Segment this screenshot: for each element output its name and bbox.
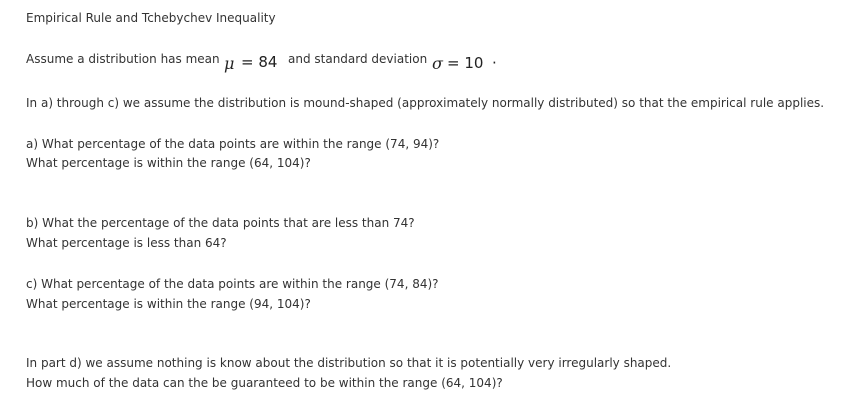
part-b-question-1: b) What the percentage of the data points that are less than 74? (26, 216, 415, 230)
part-c-question-2: What percentage is within the range (94, 104)? (26, 297, 311, 311)
part-d-question-1: How much of the data can the be guaranteed to be within the range (64, 104)? (26, 376, 503, 390)
mu-symbol: μ (224, 54, 235, 73)
assumption-middle: and standard deviation (288, 52, 428, 66)
part-a-question-1: a) What percentage of the data points are within the range (74, 94)? (26, 137, 440, 151)
sigma-symbol: σ (432, 54, 443, 73)
part-b-question-2: What percentage is less than 64? (26, 236, 227, 250)
sentence-end-dot: · (492, 54, 497, 72)
part-a-question-2: What percentage is within the range (64, 104)? (26, 156, 311, 170)
sigma-value: = 10 (447, 54, 484, 72)
intro-a-through-c: In a) through c) we assume the distribution is mound-shaped (approximately normally distributed) so that the empirical rule applies. (26, 96, 825, 110)
part-c-question-1: c) What percentage of the data points are within the range (74, 84)? (26, 277, 439, 291)
page-title: Empirical Rule and Tchebychev Inequality (26, 11, 276, 25)
assumption-prefix: Assume a distribution has mean (26, 52, 220, 66)
part-d-intro: In part d) we assume nothing is know about the distribution so that it is potentially very irregularly shaped. (26, 356, 672, 370)
mu-value: = 84 (241, 53, 278, 71)
